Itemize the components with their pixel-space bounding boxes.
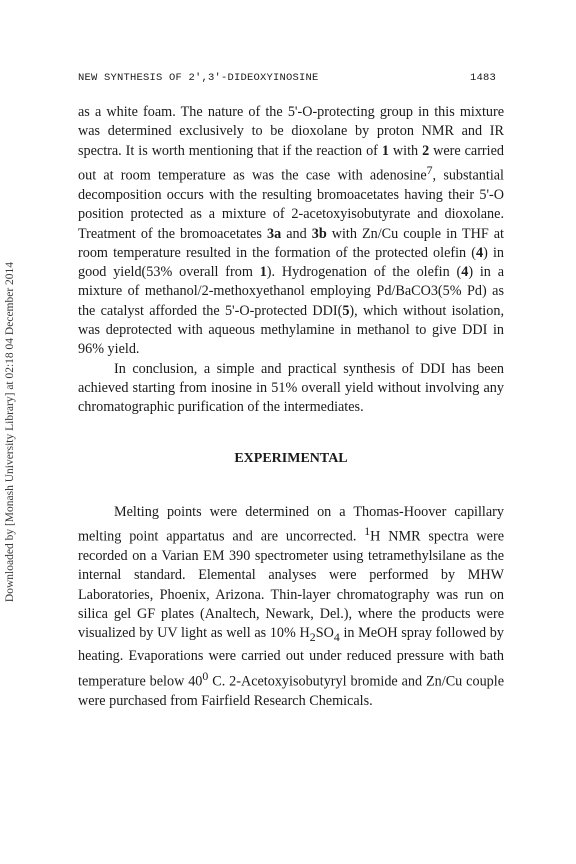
compound-ref: 2	[422, 142, 430, 159]
page-number: 1483	[469, 72, 496, 84]
paragraph-experimental: Melting points were determined on a Thomas-Hoover capillary melting point appartatus and are uncorrected. $^1$H NMR spectra were recorded on a Varian EM 390 spectrometer using tetramethylsilane as the internal standard. Elemental analyses were performed by MHW Laboratories, Phoenix, Arizona. Thin-layer chromatography was run on silica gel GF plates (Analtech, Newark, Del.), where the products were visualized by UV light as well as 10% $H_2SO_4$ in MeOH spray followed by heating. Evaporations were carried out under reduced pressure with bath temperature below $40^0$ C. 2-Acetoxyisobutyryl bromide and Zn/Cu couple were purchased from Fairfield Research Chemicals.	[78, 503, 504, 709]
running-header	[78, 72, 496, 84]
compound-ref: 1	[381, 142, 389, 159]
compound-ref: 1	[259, 264, 267, 281]
article-body	[78, 103, 504, 711]
degree-superscript: 0	[202, 668, 209, 683]
compound-ref: 5	[342, 302, 350, 319]
compound-ref: 3b	[311, 225, 327, 242]
citation-ref: 7	[426, 162, 433, 177]
compound-ref: 4	[476, 244, 484, 261]
isotope-superscript: 1	[364, 524, 371, 539]
download-note-text: Downloaded by [Monash University Library] at 02:18 04 December 2014	[4, 261, 16, 603]
section-heading-experimental: EXPERIMENTAL	[234, 451, 348, 467]
paragraph-results: as a white foam. The nature of the 5'-O-protecting group in this mixture was determined exclusively to be dioxolane by proton NMR and IR spectra. It is worth mentioning that if the reaction of 1 with 2 were carried out at room temperature as was the case with adenosine$^7$, substantial decomposition occurs with the resulting bromoacetates having their 5'-O position protected as a mixture of 2-acetoxyisobutyrate and dioxolane. Treatment of the bromoacetates 3a and 3b with Zn/Cu couple in THF at room temperature resulted in the formation of the protected olefin (4) in good yield(53% overall from 1). Hydrogenation of the olefin (4) in a mixture of methanol/2-methoxyethanol employing Pd/BaCO3(5% Pd) as the catalyst afforded the 5'-O-protected DDI(5), which without isolation, was deprotected with aqueous methylamine in methanol to give DDI in 96% yield.	[78, 104, 505, 358]
download-watermark	[0, 0, 20, 864]
compound-ref: 3a	[266, 225, 282, 242]
chemical-formula: $H_2SO_4$	[299, 625, 340, 645]
compound-ref: 4	[461, 264, 469, 281]
paragraph-conclusion: In conclusion, a simple and practical synthesis of DDI has been achieved starting from inosine in 51% overall yield without involving any chromatographic purification of the intermediates.	[78, 360, 504, 416]
running-title: NEW SYNTHESIS OF 2',3'-DIDEOXYINOSINE	[78, 72, 319, 84]
